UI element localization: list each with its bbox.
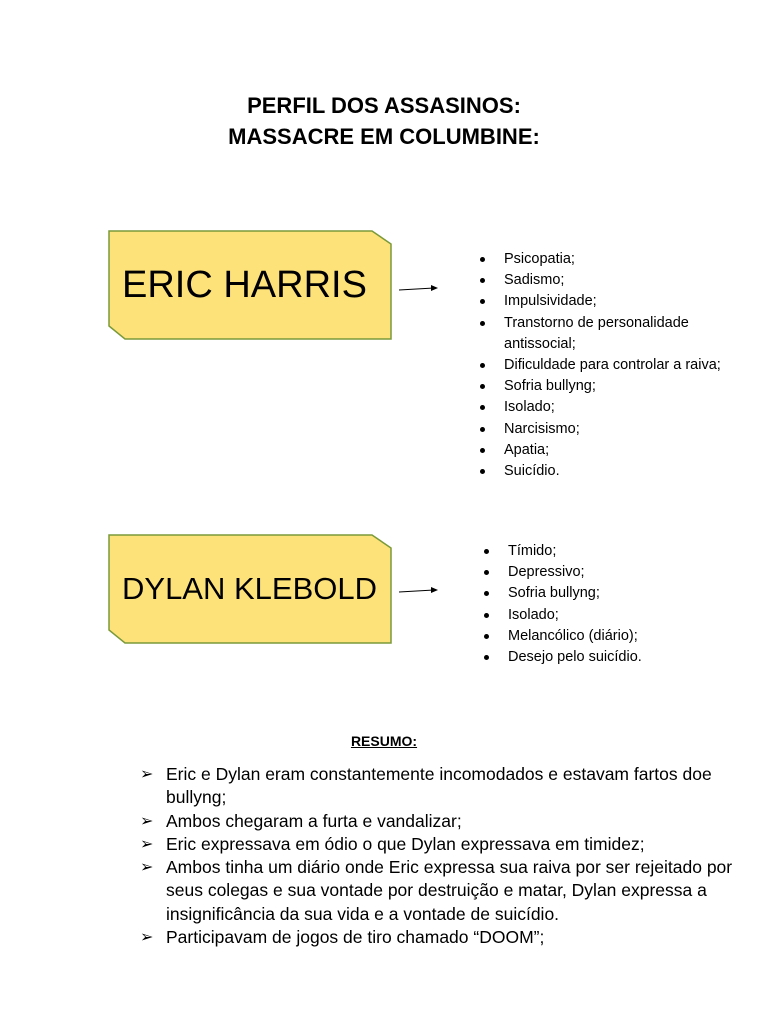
list-item: Sadismo;	[476, 270, 721, 291]
trait-list-eric	[476, 249, 721, 482]
page-title	[0, 90, 768, 152]
profile-name-dylan: DYLAN KLEBOLD	[122, 571, 377, 606]
summary-item: ➢ Ambos chegaram a furta e vandalizar;	[140, 810, 740, 833]
arrowhead-bullet-icon: ➢	[140, 859, 154, 877]
summary-item: ➢ Eric e Dylan eram constantemente incomodados e estavam fartos doe bullyng;	[140, 764, 712, 808]
list-item: Depressivo;	[480, 562, 725, 583]
list-item: Suicídio.	[476, 461, 721, 482]
list-item: Transtorno de personalidade antissocial;	[476, 313, 721, 355]
arrow-right-icon	[398, 585, 440, 597]
arrowhead-bullet-icon: ➢	[140, 835, 154, 853]
summary-heading: RESUMO:	[350, 733, 418, 749]
list-item: Narcisismo;	[476, 419, 721, 440]
list-item: Impulsividade;	[476, 291, 721, 312]
summary-item: ➢ Eric expressava em ódio o que Dylan expressava em timidez;	[140, 833, 740, 856]
summary-list	[140, 763, 740, 949]
list-item: Psicopatia;	[476, 249, 721, 270]
arrow-right-icon	[398, 283, 440, 295]
arrowhead-bullet-icon: ➢	[140, 812, 154, 830]
title-line-1: PERFIL DOS ASSASINOS:	[247, 93, 521, 118]
list-item: Sofria bullyng;	[480, 583, 725, 604]
arrowhead-bullet-icon: ➢	[140, 929, 154, 947]
list-item: Isolado;	[480, 605, 725, 626]
arrowhead-bullet-icon: ➢	[140, 766, 154, 783]
list-item: Melancólico (diário);	[480, 626, 725, 647]
list-item: Dificuldade para controlar a raiva;	[476, 355, 721, 376]
list-item: Sofria bullyng;	[476, 376, 721, 397]
list-item: Desejo pelo suicídio.	[480, 647, 725, 668]
profile-name-eric: ERIC HARRIS	[122, 263, 367, 306]
list-item: Isolado;	[476, 397, 721, 418]
list-item: Apatia;	[476, 440, 721, 461]
title-line-2: MASSACRE EM COLUMBINE:	[228, 124, 540, 149]
summary-item: ➢ Ambos tinha um diário onde Eric expressa sua raiva por ser rejeitado por seus colegas e sua vontade por destruição e matar, Dylan expressa a insignificância da sua vida e a vontade de suicídio.	[140, 857, 733, 924]
list-item: Tímido;	[480, 541, 725, 562]
summary-item: ➢ Participavam de jogos de tiro chamado “DOOM”;	[140, 926, 740, 949]
trait-list-dylan	[480, 541, 725, 668]
